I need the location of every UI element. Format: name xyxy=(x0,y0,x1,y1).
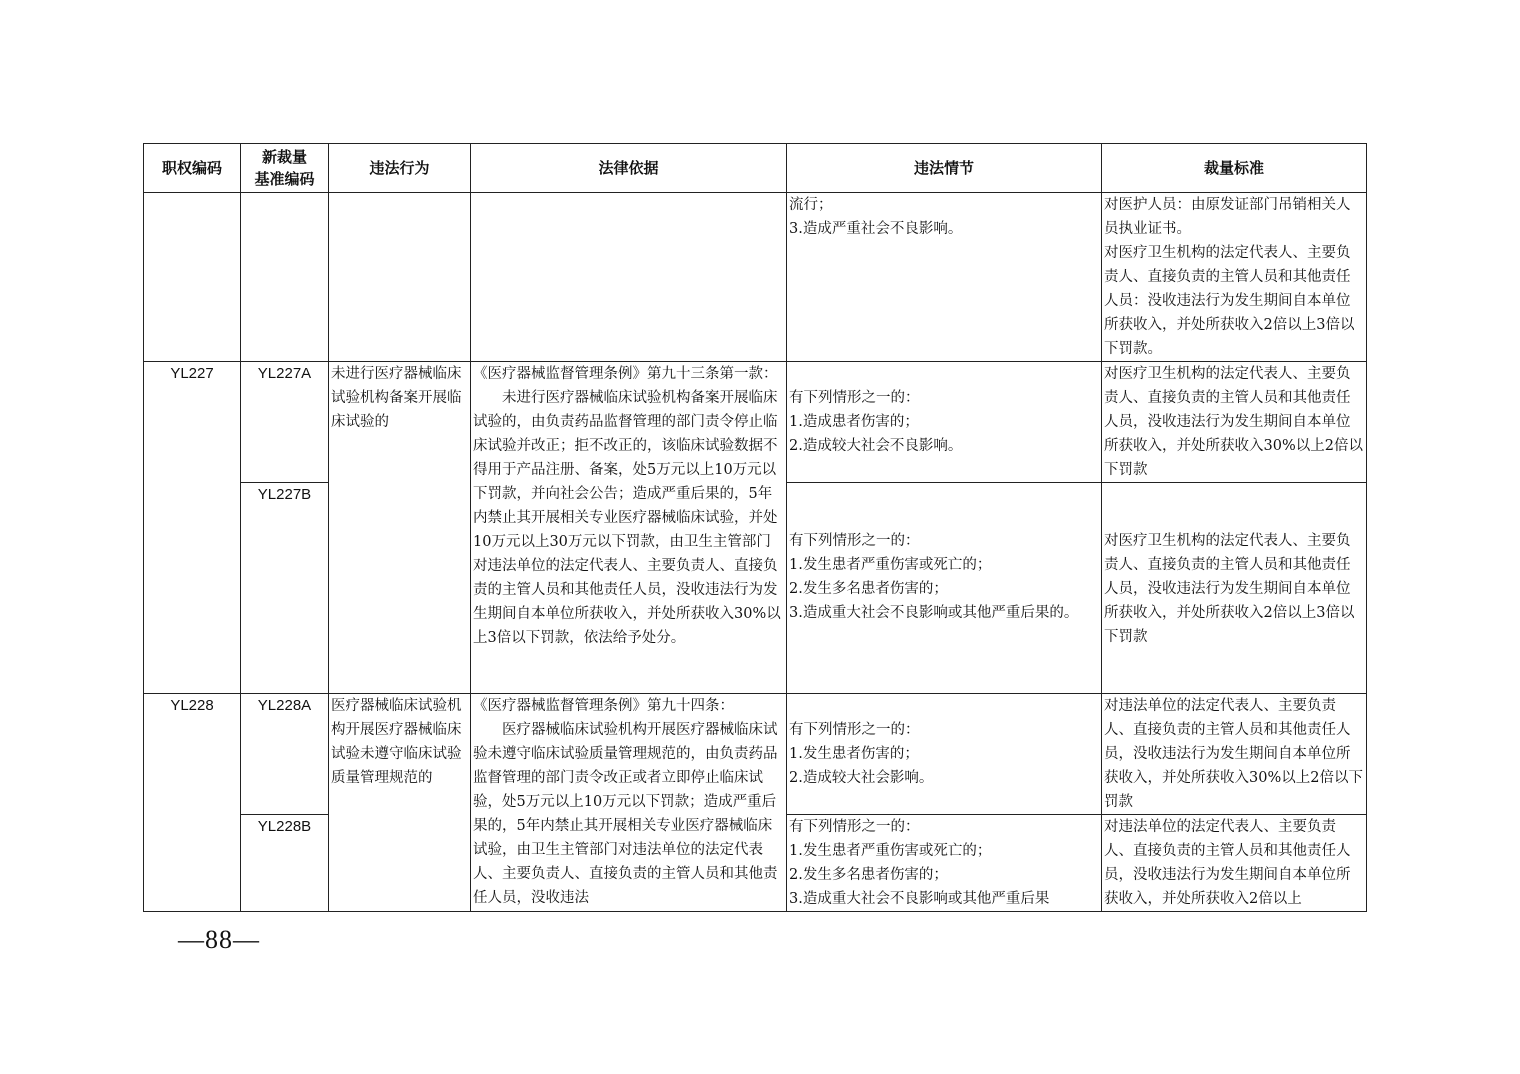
cell-violation: 未进行医疗器械临床试验机构备案开展临床试验的 xyxy=(329,362,471,694)
header-standard: 裁量标准 xyxy=(1102,144,1367,193)
table-header-row xyxy=(144,144,1367,193)
cell-empty xyxy=(329,193,471,362)
header-circumstance: 违法情节 xyxy=(787,144,1102,193)
header-authority-code: 职权编码 xyxy=(144,144,241,193)
cell-violation: 医疗器械临床试验机构开展医疗器械临床试验未遵守临床试验质量管理规范的 xyxy=(329,694,471,912)
header-new-code: 新裁量 基准编码 xyxy=(241,144,329,193)
cell-new-code: YL228A xyxy=(241,694,329,815)
page-number: —88— xyxy=(178,925,260,954)
cell-legal-basis: 《医疗器械监督管理条例》第九十四条： 医疗器械临床试验机构开展医疗器械临床试验未遵守临床试验质量管理规范的，由负责药品监督管理的部门责令改正或者立即停止临床试验，处5万元以上10万元以下罚款；造成严重后果的，5年内禁止其开展相关专业医疗器械临床试验，由卫生主管部门对违法单位的法定代表人、主要负责人、直接负责的主管人员和其他责任人员，没收违法 xyxy=(471,694,787,912)
cell-authority-code: YL227 xyxy=(144,362,241,694)
cell-empty xyxy=(471,193,787,362)
table-row-continuation xyxy=(144,193,1367,362)
cell-standard: 对医疗卫生机构的法定代表人、主要负责人、直接负责的主管人员和其他责任人员，没收违法行为发生期间自本单位所获收入，并处所获收入2倍以上3倍以下罚款 xyxy=(1102,483,1367,694)
cell-circumstance: 有下列情形之一的： 1.发生患者严重伤害或死亡的； 2.发生多名患者伤害的； 3.造成重大社会不良影响或其他严重后果的。 xyxy=(787,483,1102,694)
discretion-table xyxy=(143,143,1367,912)
cell-new-code: YL227A xyxy=(241,362,329,483)
cell-circumstance: 有下列情形之一的： 1.发生患者伤害的； 2.造成较大社会影响。 xyxy=(787,694,1102,815)
cell-empty xyxy=(241,193,329,362)
cell-new-code: YL228B xyxy=(241,815,329,912)
cell-standard: 对违法单位的法定代表人、主要负责人、直接负责的主管人员和其他责任人员，没收违法行为发生期间自本单位所获收入，并处所获收入2倍以上 xyxy=(1102,815,1367,912)
cell-circumstance: 有下列情形之一的： 1.造成患者伤害的； 2.造成较大社会不良影响。 xyxy=(787,362,1102,483)
cell-new-code: YL227B xyxy=(241,483,329,694)
cell-standard: 对医护人员：由原发证部门吊销相关人员执业证书。 对医疗卫生机构的法定代表人、主要负责人、直接负责的主管人员和其他责任人员：没收违法行为发生期间自本单位所获收入，并处所获收入2倍以上3倍以下罚款。 xyxy=(1102,193,1367,362)
table-row-yl228a xyxy=(144,694,1367,815)
cell-circumstance: 流行； 3.造成严重社会不良影响。 xyxy=(787,193,1102,362)
cell-standard: 对违法单位的法定代表人、主要负责人、直接负责的主管人员和其他责任人员，没收违法行为发生期间自本单位所获收入，并处所获收入30%以上2倍以下罚款 xyxy=(1102,694,1367,815)
table-row-yl227a xyxy=(144,362,1367,483)
header-violation: 违法行为 xyxy=(329,144,471,193)
cell-legal-basis: 《医疗器械监督管理条例》第九十三条第一款： 未进行医疗器械临床试验机构备案开展临床试验的，由负责药品监督管理的部门责令停止临床试验并改正；拒不改正的，该临床试验数据不得用于产品注册、备案，处5万元以上10万元以下罚款，并向社会公告；造成严重后果的，5年内禁止其开展相关专业医疗器械临床试验，并处10万元以上30万元以下罚款，由卫生主管部门对违法单位的法定代表人、主要负责人、直接负责的主管人员和其他责任人员，没收违法行为发生期间自本单位所获收入，并处所获收入30%以上3倍以下罚款，依法给予处分。 xyxy=(471,362,787,694)
cell-authority-code: YL228 xyxy=(144,694,241,912)
cell-empty xyxy=(144,193,241,362)
cell-circumstance: 有下列情形之一的： 1.发生患者严重伤害或死亡的； 2.发生多名患者伤害的； 3.造成重大社会不良影响或其他严重后果 xyxy=(787,815,1102,912)
header-legal-basis: 法律依据 xyxy=(471,144,787,193)
cell-standard: 对医疗卫生机构的法定代表人、主要负责人、直接负责的主管人员和其他责任人员，没收违法行为发生期间自本单位所获收入，并处所获收入30%以上2倍以下罚款 xyxy=(1102,362,1367,483)
